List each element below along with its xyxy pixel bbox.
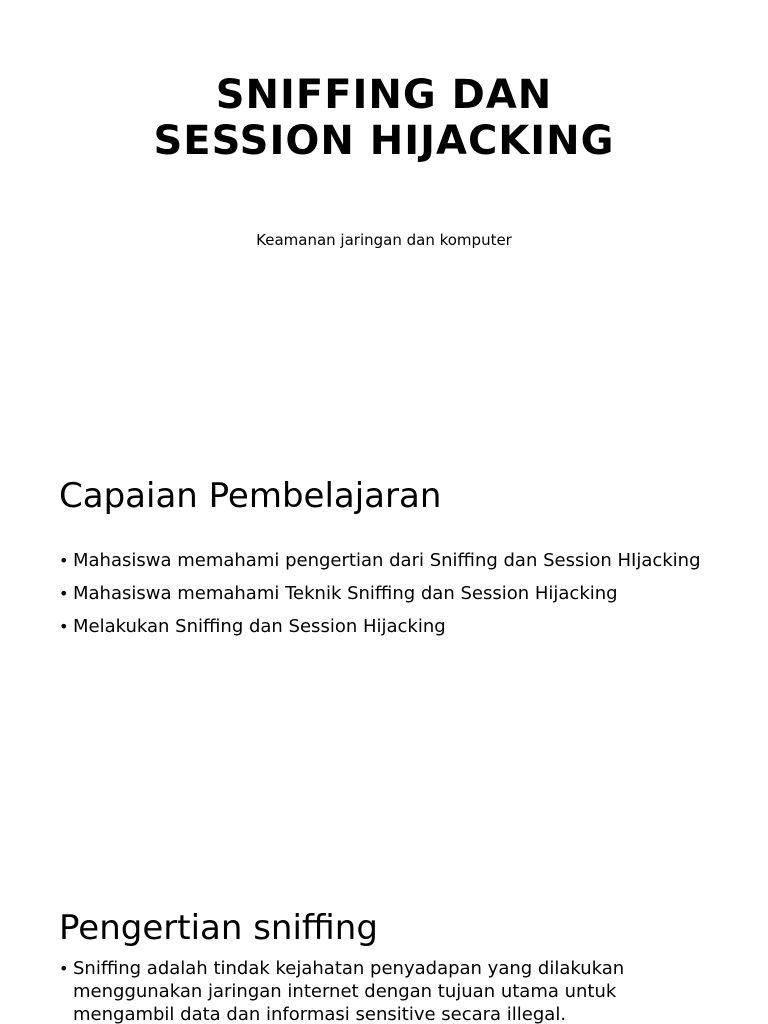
list-item xyxy=(59,957,713,1024)
slide-heading: Pengertian sniffing xyxy=(59,908,378,948)
title-line-2: SESSION HIJACKING xyxy=(153,118,615,164)
bullet-list xyxy=(59,549,728,648)
bullet-icon: • xyxy=(59,617,69,636)
slide-learning-outcomes xyxy=(0,432,768,864)
presentation-subtitle: Keamanan jaringan dan komputer xyxy=(256,231,512,249)
slide-title xyxy=(0,0,768,432)
slide-heading: Capaian Pembelajaran xyxy=(59,476,442,516)
list-item xyxy=(59,549,728,572)
bullet-icon: • xyxy=(59,959,69,978)
slide-sniffing-definition xyxy=(0,864,768,1024)
list-item xyxy=(59,615,728,638)
bullet-list xyxy=(59,957,728,1024)
list-item-text: Melakukan Sniffing dan Session Hijacking xyxy=(73,616,446,637)
title-line-1: SNIFFING DAN xyxy=(215,72,553,118)
list-item-text: Mahasiswa memahami Teknik Sniffing dan Session Hijacking xyxy=(73,583,618,604)
bullet-icon: • xyxy=(59,584,69,603)
list-item-text: Sniffing adalah tindak kejahatan penyadapan yang dilakukan menggunakan jaringan internet dengan tujuan utama untuk mengambil data dan informasi sensitive secara illegal. xyxy=(73,958,625,1024)
list-item xyxy=(59,582,728,605)
presentation-title xyxy=(0,72,768,164)
bullet-icon: • xyxy=(59,551,69,570)
list-item-text: Mahasiswa memahami pengertian dari Sniffing dan Session HIjacking xyxy=(73,550,701,571)
